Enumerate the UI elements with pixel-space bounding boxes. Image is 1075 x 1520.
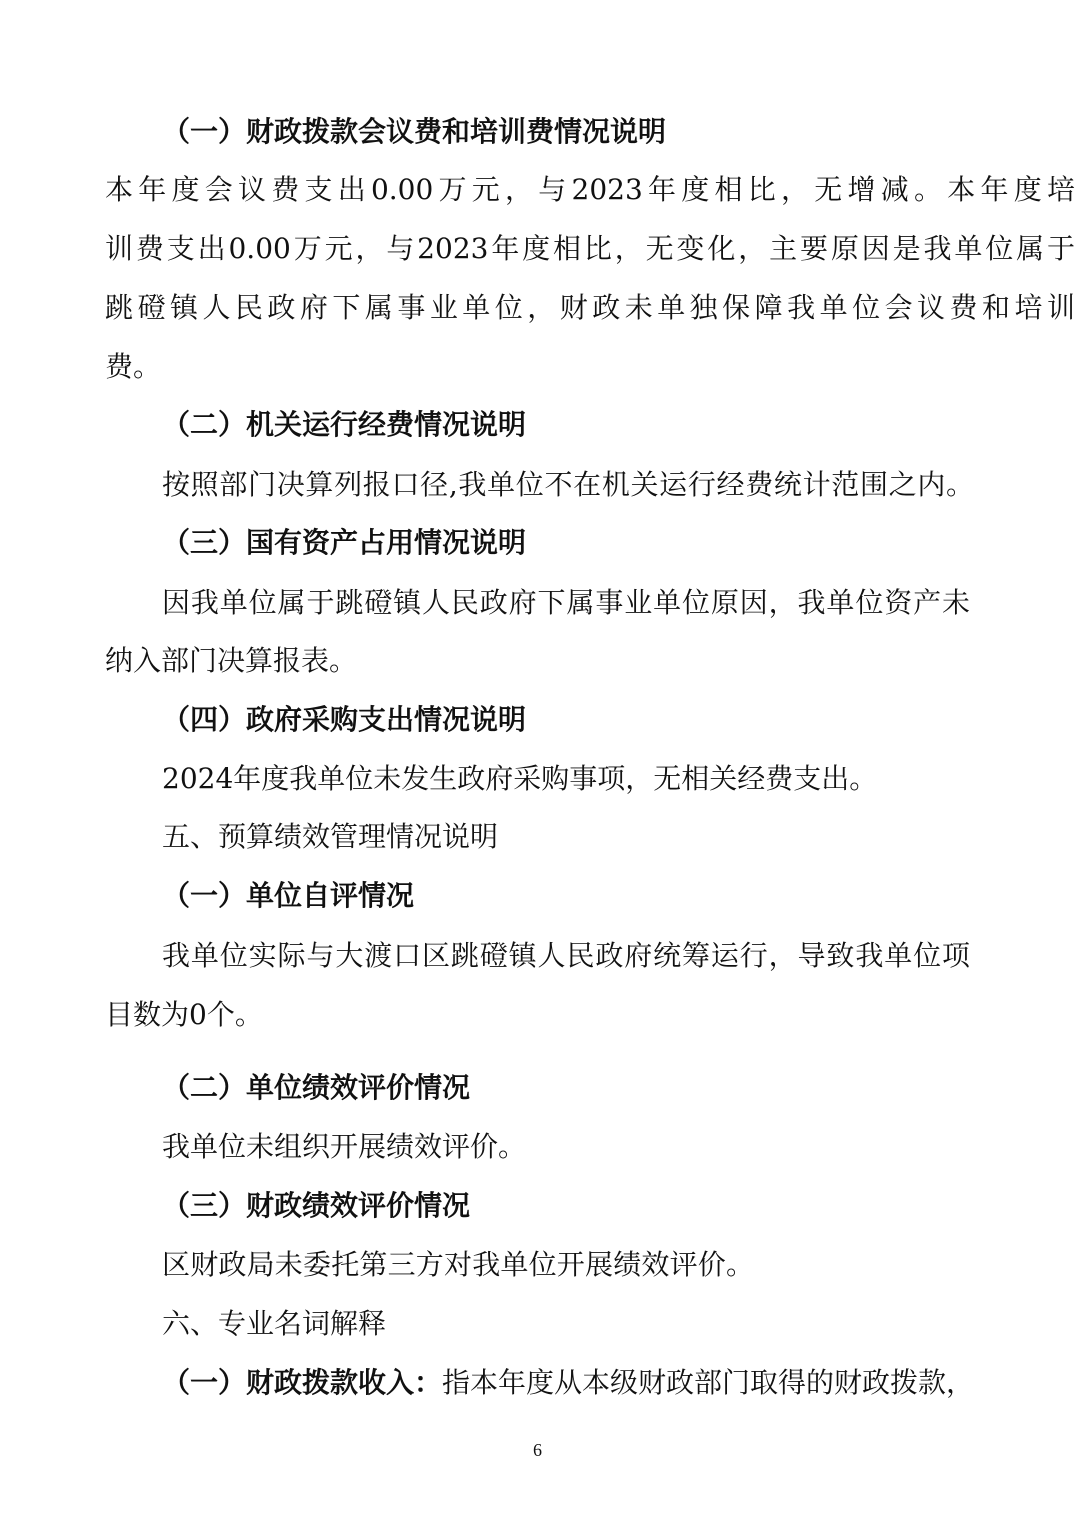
section-title-state-assets: （三）国有资产占用情况说明	[162, 526, 527, 559]
paragraph-line: 训费支出0.00万元，与2023年度相比，无变化，主要原因是我单位属于	[105, 232, 1075, 265]
section-title-operating-funds: （二）机关运行经费情况说明	[162, 408, 527, 441]
section-title-unit-evaluation: （二）单位绩效评价情况	[162, 1071, 471, 1104]
paragraph-line: 区财政局未委托第三方对我单位开展绩效评价。	[162, 1248, 754, 1281]
section-title-self-evaluation: （一）单位自评情况	[162, 879, 415, 912]
paragraph-line: 本年度会议费支出0.00万元，与2023年度相比，无增减。本年度培	[105, 173, 1075, 206]
section-title-procurement: （四）政府采购支出情况说明	[162, 703, 527, 736]
paragraph-line: 目数为0个。	[105, 998, 263, 1031]
heading-terminology: 六、专业名词解释	[162, 1307, 387, 1340]
paragraph-line: 我单位未组织开展绩效评价。	[162, 1130, 527, 1163]
paragraph-line: 纳入部门决算报表。	[105, 644, 358, 677]
paragraph-line: 按照部门决算列报口径,我单位不在机关运行经费统计范围之内。	[162, 468, 974, 501]
section-title-fiscal-evaluation: （三）财政绩效评价情况	[162, 1189, 471, 1222]
term-label: （一）财政拨款收入：	[162, 1366, 443, 1399]
page-number: 6	[533, 1440, 542, 1460]
paragraph-line: 2024年度我单位未发生政府采购事项，无相关经费支出。	[162, 762, 878, 795]
term-definition-line	[162, 1363, 975, 1403]
paragraph-line: 我单位实际与大渡口区跳磴镇人民政府统筹运行，导致我单位项	[162, 939, 970, 972]
paragraph-line: 费。	[105, 350, 162, 383]
paragraph-line: 跳磴镇人民政府下属事业单位，财政未单独保障我单位会议费和培训	[105, 291, 1075, 324]
term-text: 指本年度从本级财政部门取得的财政拨款，	[442, 1366, 975, 1399]
paragraph-line: 因我单位属于跳磴镇人民政府下属事业单位原因，我单位资产未	[162, 586, 970, 619]
section-title-meeting-training: （一）财政拨款会议费和培训费情况说明	[162, 115, 667, 148]
heading-performance-management: 五、预算绩效管理情况说明	[162, 820, 499, 853]
